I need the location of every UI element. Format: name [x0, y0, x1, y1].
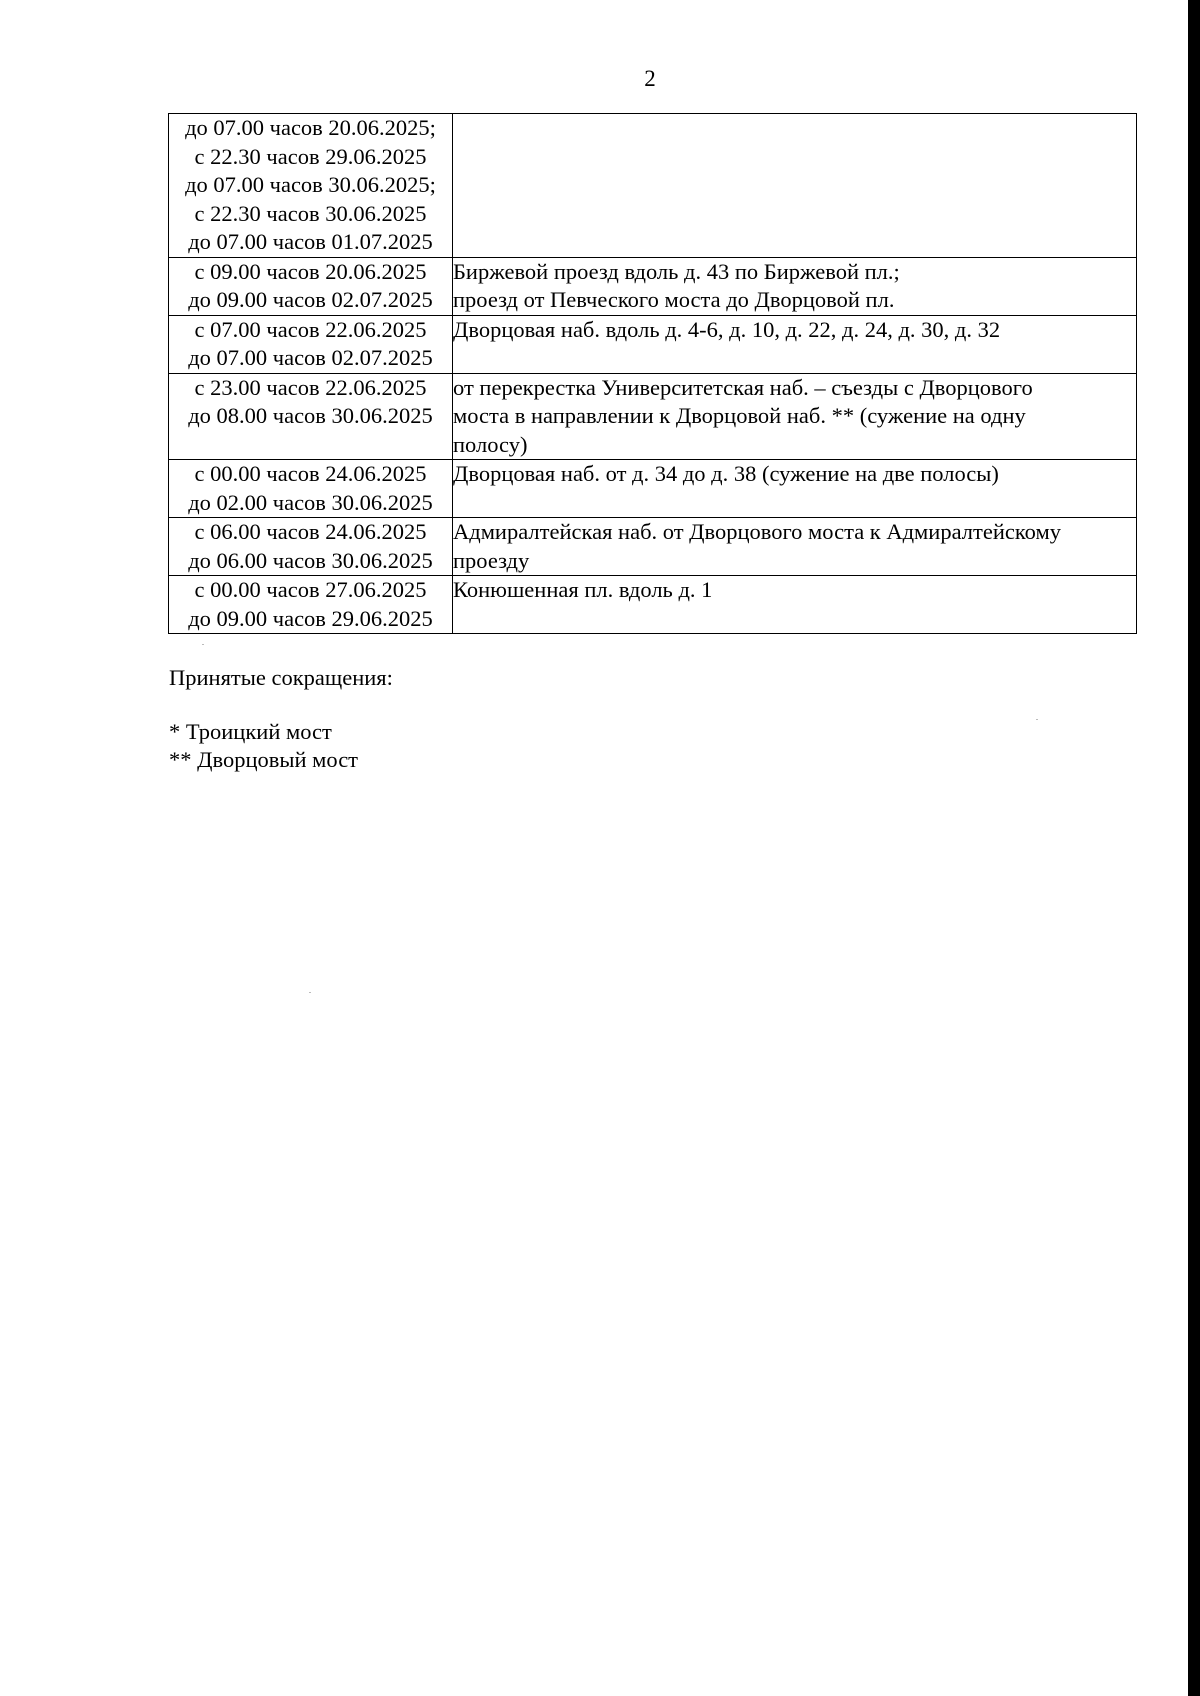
table-row — [169, 576, 1137, 634]
schedule-table-body — [169, 114, 1137, 634]
period-line: до 08.00 часов 30.06.2025 — [188, 403, 433, 428]
period-cell — [169, 373, 453, 460]
location-cell — [453, 518, 1137, 576]
period-line: с 22.30 часов 30.06.2025 — [194, 200, 427, 226]
schedule-table — [168, 113, 1137, 634]
period-line: до 06.00 часов 30.06.2025 — [188, 547, 433, 573]
location-line: проезд от Певческого моста до Дворцовой пл. — [453, 287, 895, 312]
location-line: моста в направлении к Дворцовой наб. ** (сужение на одну — [453, 403, 1026, 428]
table-row — [169, 257, 1137, 315]
location-line: Биржевой проезд вдоль д. 43 по Биржевой пл.; — [453, 258, 900, 284]
period-cell — [169, 518, 453, 576]
location-cell — [453, 114, 1137, 258]
location-line: проезду — [453, 547, 530, 573]
period-line: до 09.00 часов 02.07.2025 — [188, 287, 433, 312]
location-cell — [453, 315, 1137, 373]
period-line: до 07.00 часов 30.06.2025; — [185, 172, 436, 197]
location-line: Дворцовая наб. вдоль д. 4-6, д. 10, д. 22, д. 24, д. 30, д. 32 — [453, 316, 1001, 342]
table-row — [169, 518, 1137, 576]
location-cell — [453, 373, 1137, 460]
period-line: с 00.00 часов 27.06.2025 — [194, 577, 427, 602]
period-line: до 07.00 часов 20.06.2025; — [185, 115, 436, 140]
period-line: с 00.00 часов 24.06.2025 — [194, 461, 427, 486]
abbreviations-list — [169, 718, 358, 774]
scan-speck — [309, 992, 311, 993]
period-cell — [169, 315, 453, 373]
abbreviation-item: ** Дворцовый мост — [169, 747, 359, 772]
scan-speck — [202, 644, 204, 645]
location-line: от перекрестка Университетская наб. – съезды с Дворцового — [453, 374, 1033, 400]
period-line: с 23.00 часов 22.06.2025 — [194, 374, 427, 400]
period-line: до 02.00 часов 30.06.2025 — [188, 489, 433, 515]
abbreviations-title: Принятые сокращения: — [169, 665, 393, 690]
period-line: до 09.00 часов 29.06.2025 — [188, 605, 433, 631]
scan-speck — [1036, 719, 1038, 720]
location-line: Дворцовая наб. от д. 34 до д. 38 (сужение на две полосы) — [453, 461, 999, 486]
period-line: с 09.00 часов 20.06.2025 — [194, 258, 427, 284]
location-cell — [453, 576, 1137, 634]
scan-edge — [1188, 0, 1200, 1696]
period-line: до 07.00 часов 01.07.2025 — [188, 229, 433, 254]
period-cell — [169, 460, 453, 518]
period-line: до 07.00 часов 02.07.2025 — [188, 345, 433, 370]
period-line: с 07.00 часов 22.06.2025 — [194, 316, 427, 342]
abbreviation-item: * Троицкий мост — [169, 719, 332, 744]
table-row — [169, 373, 1137, 460]
period-cell — [169, 257, 453, 315]
period-cell — [169, 114, 453, 258]
location-cell — [453, 460, 1137, 518]
period-line: с 22.30 часов 29.06.2025 — [194, 143, 427, 169]
location-cell — [453, 257, 1137, 315]
table-row — [169, 315, 1137, 373]
page-number: 2 — [644, 66, 656, 91]
location-line: полосу) — [453, 431, 528, 457]
location-line: Адмиралтейская наб. от Дворцового моста к Адмиралтейскому — [453, 519, 1061, 544]
location-line: Конюшенная пл. вдоль д. 1 — [453, 577, 713, 602]
period-line: с 06.00 часов 24.06.2025 — [194, 519, 427, 544]
period-cell — [169, 576, 453, 634]
table-row — [169, 114, 1137, 258]
table-row — [169, 460, 1137, 518]
